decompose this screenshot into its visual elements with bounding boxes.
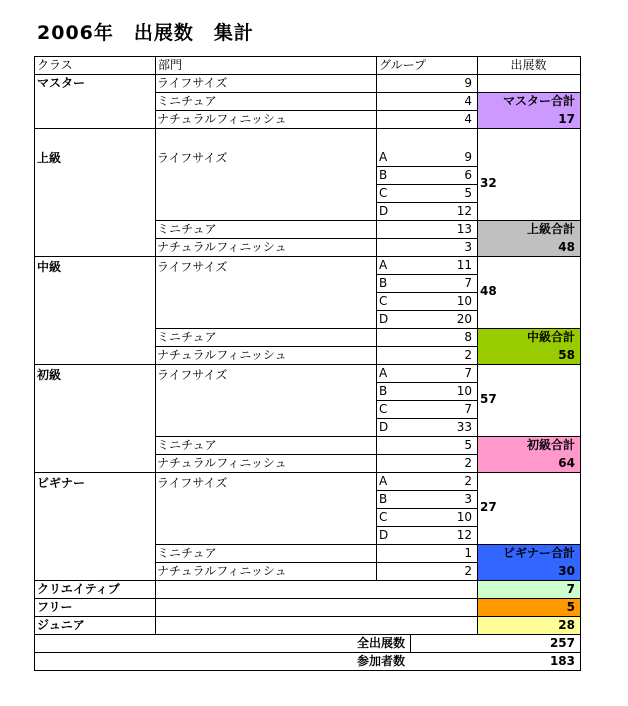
dept-label: ミニチュア [157,546,217,560]
count-cell: 1 [464,546,472,560]
total-value: 58 [558,348,575,362]
group-letter: B [379,276,388,290]
grid-line [376,56,377,581]
total-label: 初級合計 [526,438,575,452]
group-letter: A [379,366,388,380]
dept-label: ミニチュア [157,94,217,108]
grid-line [155,436,581,437]
count-cell: 20 [456,312,472,326]
total-label: ビギナー合計 [502,546,575,560]
dept-label: ミニチュア [157,222,217,236]
grid-line [155,346,478,347]
class-name: マスター [37,76,86,90]
grid-line [376,526,478,527]
grid-line [155,238,478,239]
count-cell: 9 [464,76,472,90]
group-letter: D [379,528,389,542]
count-cell: 10 [456,510,472,524]
class-name: 初級 [37,368,62,382]
dept-label: ミニチュア [157,438,217,452]
count-cell: 2 [464,474,472,488]
count-cell: 4 [464,112,472,126]
count-cell: 4 [464,94,472,108]
header-class: クラス [37,58,73,72]
count-cell: 3 [464,240,472,254]
grid-line [34,364,581,365]
count-cell: 2 [464,564,472,578]
grid-line [477,56,478,635]
total-value: 64 [558,456,575,470]
summary-value: 257 [549,636,575,650]
count-cell: 2 [464,348,472,362]
group-letter: A [379,150,388,164]
grid-line [376,310,478,311]
group-letter: B [379,168,388,182]
grid-line [376,274,478,275]
summary-label: 参加者数 [356,654,405,668]
grid-line [34,56,35,671]
grid-line [34,256,581,257]
dept-label: ライフサイズ [157,368,228,382]
count-cell: 9 [464,150,472,164]
summary-value: 183 [549,654,575,668]
group-letter: B [379,492,388,506]
subtotal-value: 48 [480,284,497,298]
class-name: フリー [37,600,73,614]
group-letter: C [379,186,388,200]
count-cell: 28 [558,618,575,632]
grid-line [155,328,581,329]
dept-label: ナチュラルフィニッシュ [157,348,287,362]
group-letter: A [379,258,388,272]
count-cell: 7 [464,366,472,380]
class-name: ビギナー [37,476,86,490]
grid-line [376,382,478,383]
grid-line [34,472,581,473]
count-cell: 7 [464,402,472,416]
count-cell: 5 [464,438,472,452]
total-value: 17 [558,112,575,126]
grid-line [376,400,478,401]
group-letter: C [379,294,388,308]
group-letter: D [379,312,389,326]
count-cell: 11 [456,258,472,272]
header-group: グループ [379,58,427,72]
group-letter: C [379,510,388,524]
grid-line [155,92,478,93]
dept-label: ライフサイズ [157,476,228,490]
count-cell: 8 [464,330,472,344]
group-letter: B [379,384,388,398]
grid-line [477,92,581,93]
dept-label: ライフサイズ [157,260,228,274]
dept-label: ライフサイズ [157,76,228,90]
header-dept: 部門 [158,58,183,72]
class-name: クリエイティブ [37,582,120,596]
count-cell: 33 [456,420,472,434]
grid-line [155,454,478,455]
grid-line [376,508,478,509]
count-cell: 2 [464,456,472,470]
count-cell: 10 [456,294,472,308]
group-letter: D [379,204,389,218]
subtotal-value: 57 [480,392,497,406]
count-cell: 10 [456,384,472,398]
dept-label: ミニチュア [157,330,217,344]
grid-line [34,670,581,671]
grid-line [376,418,478,419]
group-letter: D [379,420,389,434]
class-name: ジュニア [37,618,85,632]
total-value: 48 [558,240,575,254]
count-cell: 3 [464,492,472,506]
total-label: マスター合計 [502,94,575,108]
header-count: 出展数 [510,58,547,72]
dept-label: ナチュラルフィニッシュ [157,456,287,470]
grid-line [376,490,478,491]
count-cell: 12 [456,528,472,542]
count-cell: 6 [464,168,472,182]
grid-line [155,562,478,563]
dept-label: ライフサイズ [157,151,228,165]
grid-line [155,544,581,545]
total-label: 上級合計 [526,222,575,236]
count-cell: 5 [464,186,472,200]
count-cell: 5 [566,600,575,614]
grid-line [155,56,156,635]
count-cell: 12 [456,204,472,218]
total-label: 中級合計 [526,330,575,344]
count-cell: 7 [464,276,472,290]
grid-line [155,220,581,221]
grid-line [155,110,478,111]
grid-line [376,292,478,293]
subtotal-value: 27 [480,500,497,514]
grid-line [376,184,478,185]
count-cell: 13 [456,222,472,236]
group-letter: C [379,402,388,416]
dept-label: ナチュラルフィニッシュ [157,564,287,578]
group-letter: A [379,474,388,488]
page-title: 2006年 出展数 集計 [37,22,254,44]
grid-line [376,166,478,167]
grid-line [410,634,411,653]
grid-line [580,56,581,671]
grid-line [34,128,581,129]
count-cell: 7 [566,582,575,596]
class-name: 中級 [37,260,62,274]
grid-line [376,202,478,203]
total-value: 30 [558,564,575,578]
dept-label: ナチュラルフィニッシュ [157,112,287,126]
subtotal-value: 32 [480,176,497,190]
class-name: 上級 [37,151,62,165]
summary-label: 全出展数 [356,636,405,650]
dept-label: ナチュラルフィニッシュ [157,240,287,254]
